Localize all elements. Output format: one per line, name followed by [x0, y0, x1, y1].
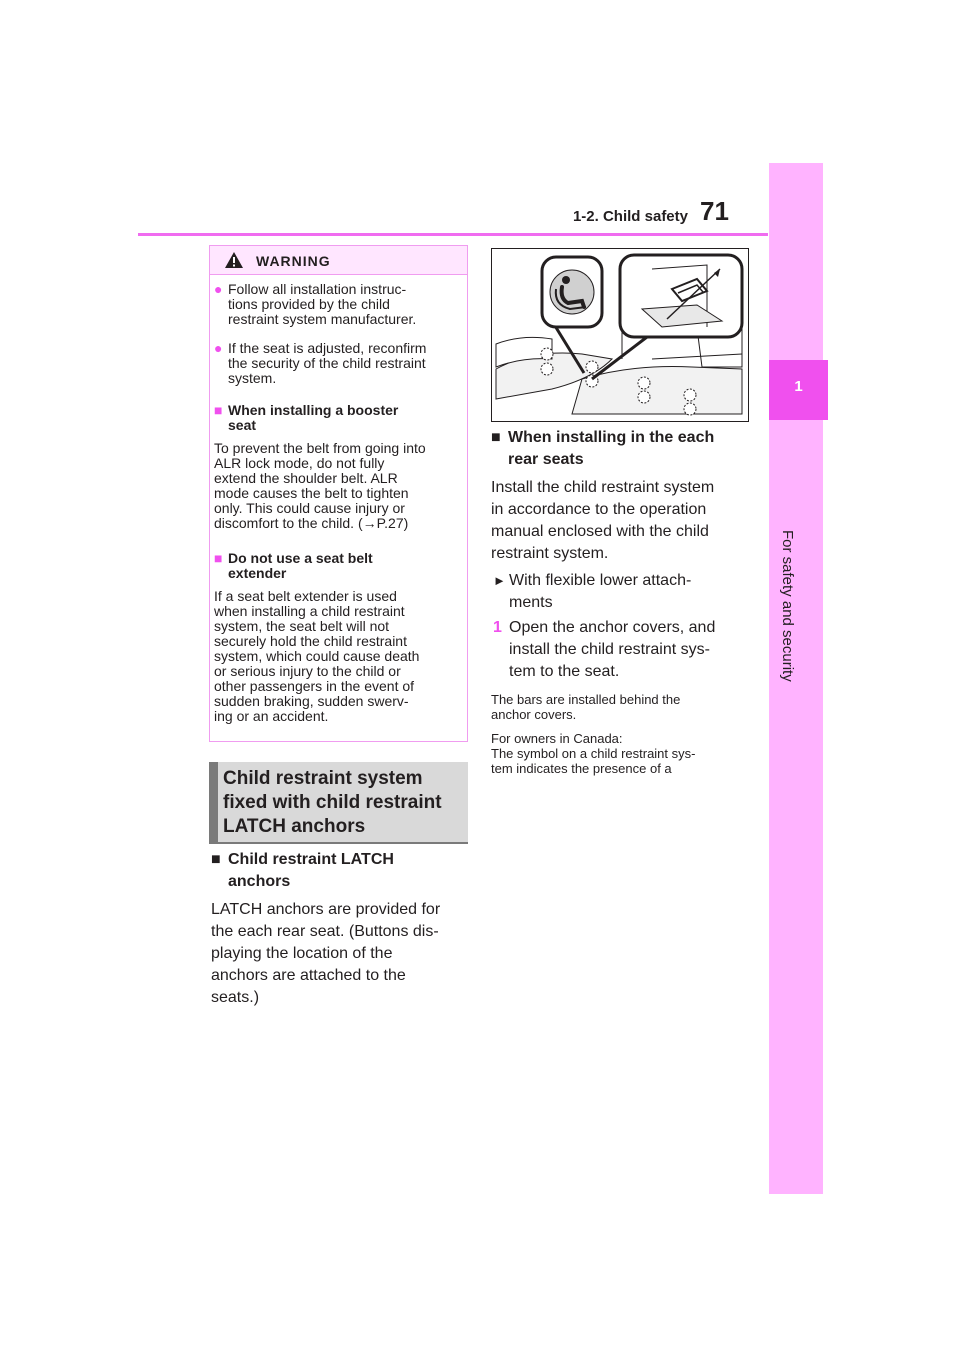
text-line	[214, 516, 462, 531]
heading-line: When installing a booster	[228, 402, 399, 418]
triangle-bullet-icon: ►	[493, 573, 506, 588]
text-line: sudden braking, sudden swerv-	[214, 693, 409, 709]
seat-illustration	[492, 249, 748, 421]
square-mark: ■	[214, 550, 223, 566]
text-fragment: discomfort to the child. (	[214, 515, 363, 531]
warning-line: restraint system manufacturer.	[228, 311, 417, 327]
latch-anchor-illustration	[491, 248, 749, 422]
text-line: system, which could cause death	[214, 648, 420, 664]
heading-line: extender	[228, 565, 287, 581]
body-line: LATCH anchors are provided for	[211, 901, 441, 918]
body-line: in accordance to the operation	[491, 501, 707, 518]
child-seat-symbol-icon	[550, 270, 594, 314]
body-line: ments	[509, 594, 553, 611]
body-line: Install the child restraint system	[491, 479, 715, 496]
text-line: securely hold the child restraint	[214, 633, 407, 649]
body-line: install the child restraint sys-	[509, 641, 710, 658]
latch-anchors-text	[211, 899, 471, 1009]
warning-line: Follow all installation instruc-	[228, 281, 407, 297]
arrow-icon: →	[362, 515, 377, 531]
side-thumb-tab	[769, 163, 823, 1194]
note-line: The bars are installed behind the	[491, 692, 681, 707]
warning-line: the security of the child restraint	[228, 355, 426, 371]
warning-title: WARNING	[256, 253, 331, 269]
step-1	[491, 617, 753, 685]
note-line: tem indicates the presence of a	[491, 761, 672, 776]
note-line: anchor covers.	[491, 707, 577, 722]
chapter-label: For safety and security	[779, 530, 796, 682]
header-section-title: 1-2. Child safety	[572, 208, 688, 225]
note-line: The symbol on a child restraint sys-	[491, 746, 696, 761]
latch-anchors-heading	[211, 849, 466, 895]
section-title	[223, 767, 463, 839]
heading-line: anchors	[228, 873, 291, 890]
extender-text	[214, 589, 462, 724]
text-line: ing or an accident.	[214, 708, 329, 724]
text-line: To prevent the belt from going into	[214, 440, 426, 456]
text-line: ALR lock mode, do not fully	[214, 455, 385, 471]
step-number: 1	[493, 619, 502, 636]
page-reference-link[interactable]: P.27	[376, 515, 404, 531]
rear-seats-heading	[491, 427, 751, 473]
body-line: anchors are attached to the	[211, 967, 406, 984]
flexible-attachments-item	[493, 570, 753, 616]
text-line: If a seat belt extender is used	[214, 588, 397, 604]
square-mark: ■	[214, 402, 223, 418]
section-title-line: Child restraint system	[223, 768, 423, 789]
body-line: the each rear seat. (Buttons dis-	[211, 923, 439, 940]
section-title-line: LATCH anchors	[223, 816, 366, 837]
text-fragment: )	[403, 515, 409, 531]
note-canada	[491, 731, 753, 776]
text-line: only. This could cause injury or	[214, 500, 405, 516]
body-line: seats.)	[211, 989, 260, 1006]
body-line: tem to the seat.	[509, 663, 620, 680]
section-title-line: fixed with child restraint	[223, 792, 442, 813]
heading-line: seat	[228, 417, 257, 433]
body-line: playing the location of the	[211, 945, 393, 962]
text-line: mode causes the belt to tighten	[214, 485, 409, 501]
bullet-mark: ●	[214, 281, 223, 297]
warning-line: tions provided by the child	[228, 296, 390, 312]
chapter-number: 1	[794, 378, 803, 395]
text-line: system, the seat belt will not	[214, 618, 390, 634]
text-line: or serious injury to the child or	[214, 663, 401, 679]
section-heading-rule	[209, 842, 468, 844]
bullet-mark: ●	[214, 340, 223, 356]
heading-line: rear seats	[508, 451, 584, 468]
warning-header	[210, 246, 467, 275]
body-line: Open the anchor covers, and	[509, 619, 716, 636]
rear-seats-text	[491, 477, 756, 565]
body-line: restraint system.	[491, 545, 609, 562]
warning-triangle-icon	[224, 251, 244, 269]
note-anchor-bars	[491, 692, 753, 722]
text-line: other passengers in the event of	[214, 678, 415, 694]
heading-line: Do not use a seat belt	[228, 550, 373, 566]
square-mark: ■	[211, 851, 221, 868]
heading-line: Child restraint LATCH	[228, 851, 394, 868]
body-line: With flexible lower attach-	[509, 572, 692, 589]
section-heading-bar	[209, 762, 218, 842]
heading-line: When installing in the each	[508, 429, 715, 446]
warning-line: If the seat is adjusted, reconfirm	[228, 340, 427, 356]
square-mark: ■	[491, 429, 501, 446]
booster-text	[214, 441, 462, 531]
note-line: For owners in Canada:	[491, 731, 623, 746]
body-line: manual enclosed with the child	[491, 523, 709, 540]
header-rule	[138, 233, 768, 236]
text-line: extend the shoulder belt. ALR	[214, 470, 398, 486]
page-number: 71	[700, 196, 729, 226]
text-line: when installing a child restraint	[214, 603, 405, 619]
warning-line: system.	[228, 370, 277, 386]
